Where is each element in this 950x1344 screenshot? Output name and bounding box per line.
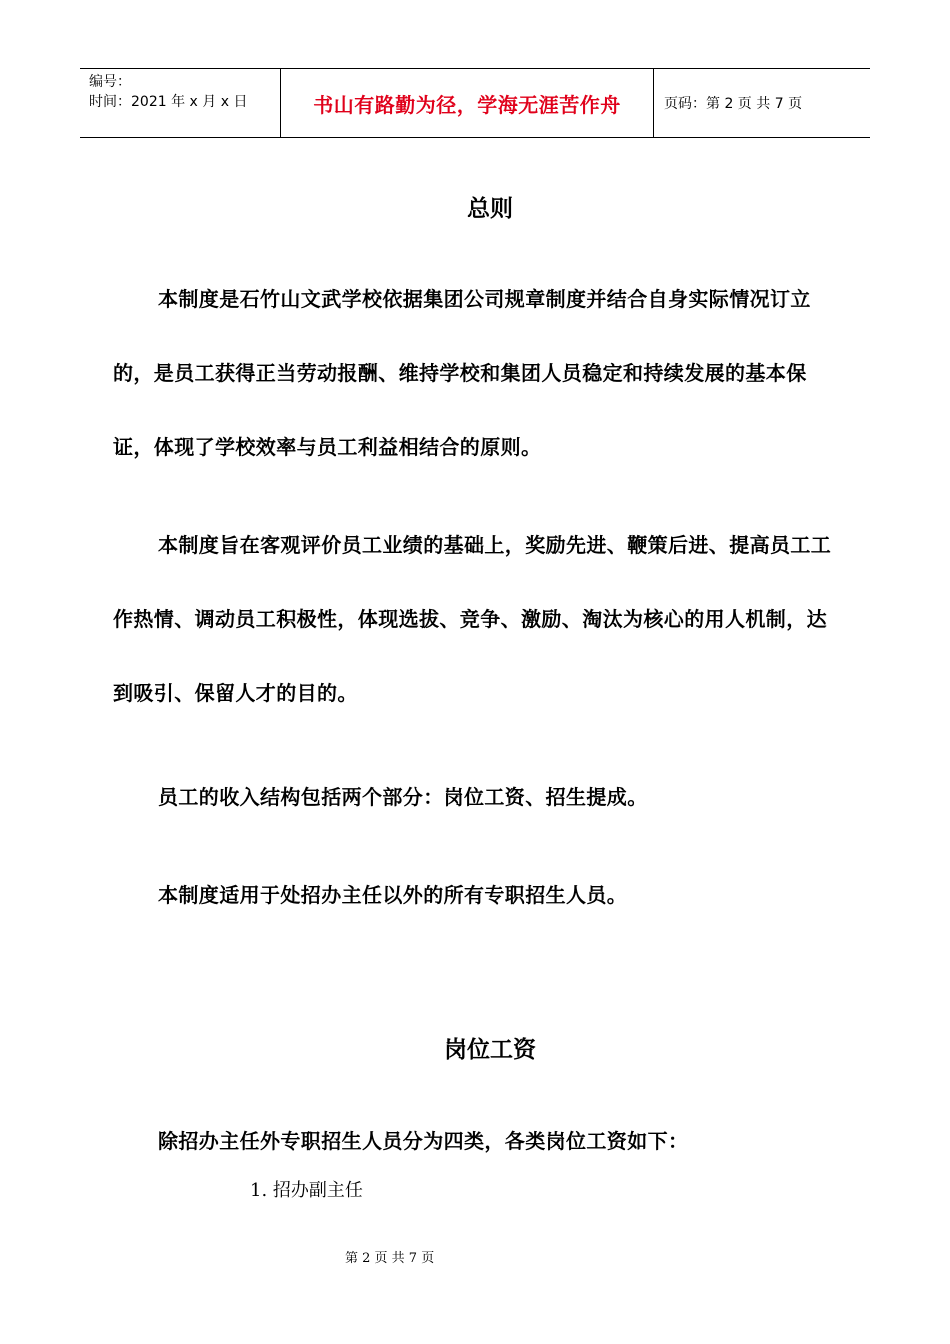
section-title-post-salary: 岗位工资 (444, 1037, 536, 1063)
list-item-deputy-director: 1. 招办副主任 (250, 1180, 363, 1201)
page-header (80, 68, 870, 138)
header-info-cell (80, 69, 281, 137)
header-motto: 书山有路勤为径，学海无涯苦作舟 (281, 69, 654, 137)
income-structure-line: 员工的收入结构包括两个部分：岗位工资、招生提成。 (158, 785, 648, 809)
date-label: 时间：2021 年 x 月 x 日 (89, 94, 248, 110)
section-title-general: 总则 (467, 196, 513, 222)
header-page-label: 页码：第 2 页 共 7 页 (664, 96, 803, 112)
paragraph-goals: 本制度旨在客观评价员工业绩的基础上，奖励先进、鞭策后进、提高员工工作热情、调动员工积极性，体现选拔、竞争、激励、淘汰为核心的用人机制，达到吸引、保留人才的目的。 (113, 533, 832, 705)
number-label: 编号： (89, 74, 131, 90)
salary-intro-line: 除招办主任外专职招生人员分为四类，各类岗位工资如下： (158, 1129, 689, 1153)
scope-line: 本制度适用于处招办主任以外的所有专职招生人员。 (158, 883, 628, 907)
page-footer: 第 2 页 共 7 页 (345, 1251, 435, 1266)
paragraph-purpose: 本制度是石竹山文武学校依据集团公司规章制度并结合自身实际情况订立的，是员工获得正当劳动报酬、维持学校和集团人员稳定和持续发展的基本保证，体现了学校效率与员工利益相结合的原则。 (113, 287, 811, 459)
